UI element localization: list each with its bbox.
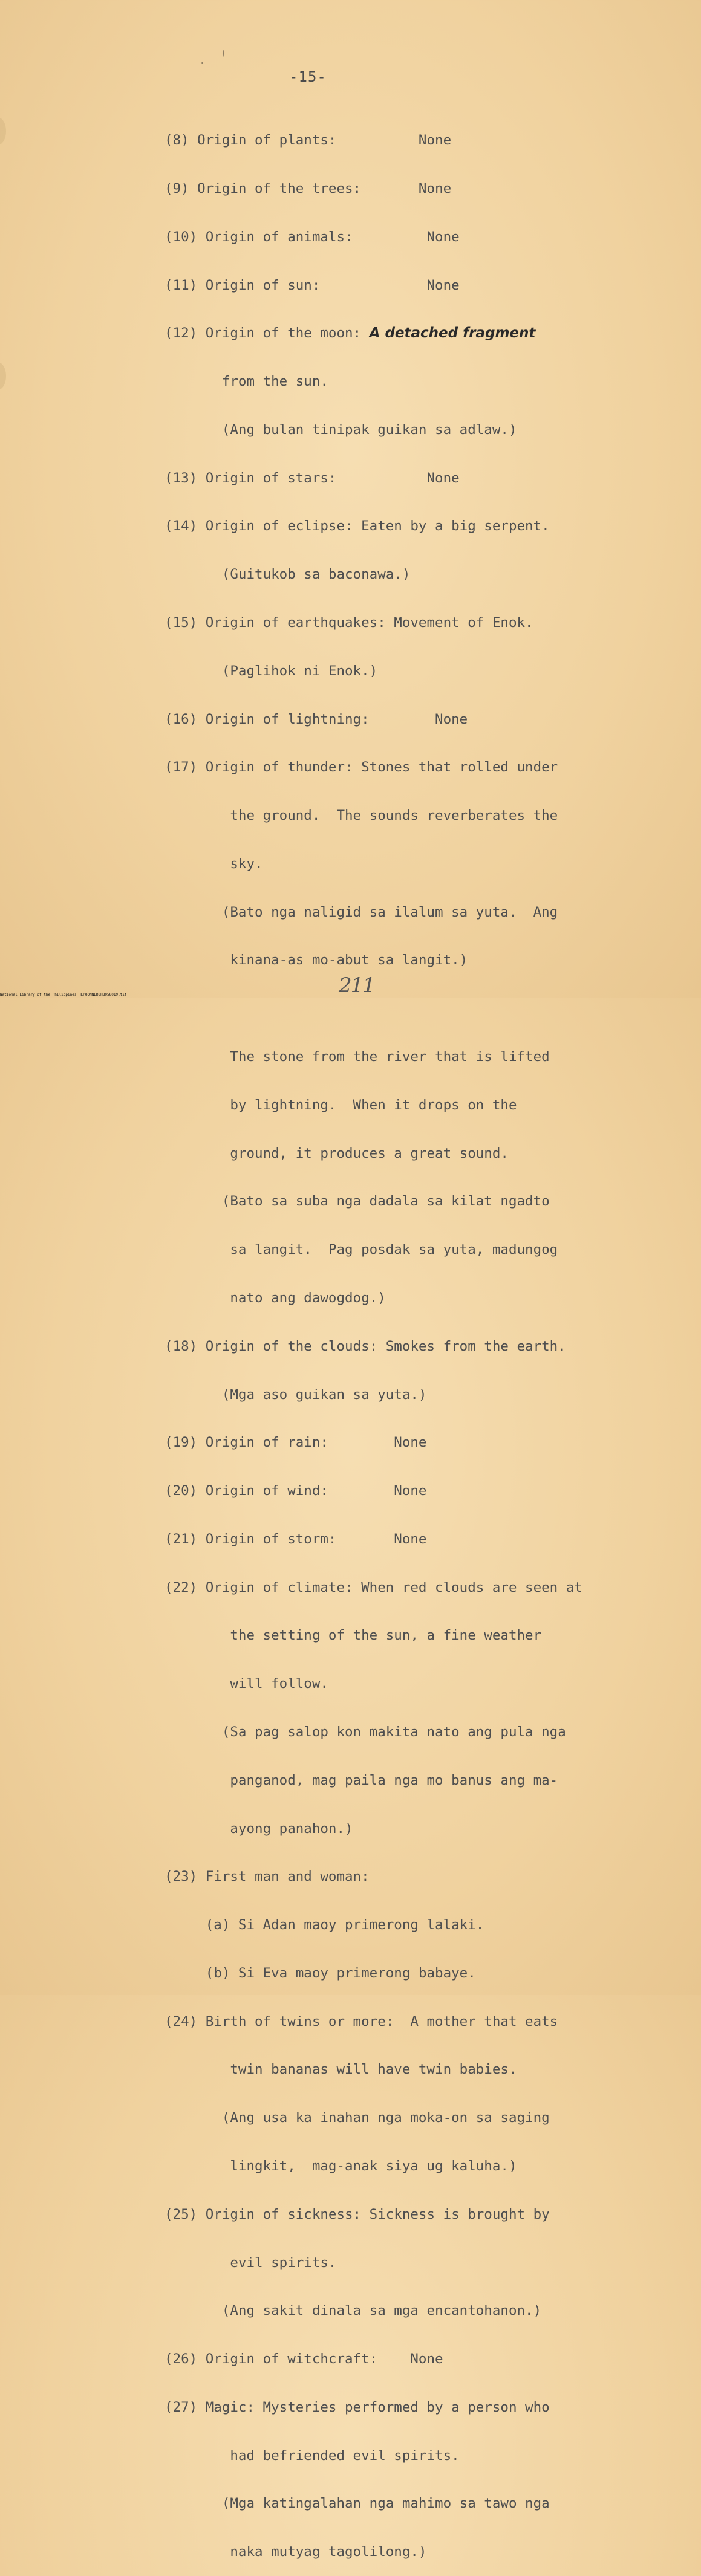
text-line: (Ang usa ka inahan nga moka-on sa saging [165, 2110, 550, 2126]
ink-speck [201, 62, 203, 64]
text-line: nato ang dawogdog.) [165, 1290, 386, 1306]
text-line: (Ang sakit dinala sa mga encantohanon.) [165, 2303, 542, 2319]
text-line: by lightning. When it drops on the [165, 1097, 517, 1113]
text-line: the setting of the sun, a fine weather [165, 1627, 542, 1644]
text-line: (26) Origin of witchcraft: None [165, 2351, 443, 2367]
text-line: ayong panahon.) [165, 1820, 353, 1837]
ink-speck [223, 50, 224, 57]
text-line: (Ang bulan tinipak guikan sa adlaw.) [165, 421, 517, 438]
scan-footer: National Library of the Philippines HLPOONNEDSHB058019.tif [0, 993, 127, 997]
text-line: (23) First man and woman: [165, 1869, 370, 1885]
text-line: (17) Origin of thunder: Stones that rolled under [165, 759, 558, 776]
text-line: (16) Origin of lightning: None [165, 711, 468, 727]
text-line: (Bato nga naligid sa ilalum sa yuta. Ang [165, 904, 558, 920]
text-line: (Mga katingalahan nga mahimo sa tawo nga [165, 2496, 550, 2512]
document-body [165, 100, 667, 2576]
text-line: sky. [165, 855, 263, 872]
text-line: (a) Si Adan maoy primerong lalaki. [165, 1917, 484, 1933]
text-line: (13) Origin of stars: None [165, 470, 460, 486]
text-line: (24) Birth of twins or more: A mother that eats [165, 2013, 558, 2029]
text-line: ground, it produces a great sound. [165, 1145, 509, 1161]
text-line: will follow. [165, 1676, 328, 1692]
text-line: (11) Origin of sun: None [165, 277, 460, 293]
text-line: (21) Origin of storm: None [165, 1531, 427, 1547]
text-line: (22) Origin of climate: When red clouds are seen at [165, 1579, 582, 1595]
binding-hole [0, 118, 6, 144]
text-line: (Bato sa suba nga dadala sa kilat ngadto [165, 1193, 550, 1210]
blank-line [165, 1001, 667, 1017]
page-number: -15- [289, 68, 327, 85]
text-line: twin bananas will have twin babies. [165, 2062, 517, 2078]
text-line: (9) Origin of the trees: None [165, 180, 452, 196]
text-line: (25) Origin of sickness: Sickness is brought by [165, 2206, 550, 2222]
text-line: (Paglihok ni Enok.) [165, 663, 378, 679]
text-line: (12) Origin of the moon: [165, 325, 370, 342]
text-line: (27) Magic: Mysteries performed by a person who [165, 2399, 550, 2415]
text-line: lingkit, mag-anak siya ug kaluha.) [165, 2158, 517, 2174]
text-line: naka mutyag tagolilong.) [165, 2544, 427, 2560]
text-line: (14) Origin of eclipse: Eaten by a big serpent. [165, 518, 550, 534]
text-line: from the sun. [165, 374, 328, 390]
text-line: The stone from the river that is lifted [165, 1049, 550, 1065]
text-line: (b) Si Eva maoy primerong babaye. [165, 1965, 476, 1981]
folio-number: 211 [339, 973, 374, 998]
text-line: (20) Origin of wind: None [165, 1483, 427, 1499]
handwritten-note: A detached fragment [369, 325, 536, 342]
text-line: (15) Origin of earthquakes: Movement of Enok. [165, 615, 533, 631]
text-line: (10) Origin of animals: None [165, 229, 460, 245]
text-line: (18) Origin of the clouds: Smokes from the earth. [165, 1338, 566, 1354]
text-line-with-note [165, 325, 667, 342]
text-line: kinana-as mo-abut sa langit.) [165, 952, 468, 968]
text-line: evil spirits. [165, 2254, 337, 2271]
text-line: the ground. The sounds reverberates the [165, 808, 558, 824]
text-line: (19) Origin of rain: None [165, 1435, 427, 1451]
text-line: (8) Origin of plants: None [165, 132, 452, 149]
text-line: (Sa pag salop kon makita nato ang pula nga [165, 1724, 566, 1740]
text-line: had befriended evil spirits. [165, 2447, 460, 2464]
text-line: panganod, mag paila nga mo banus ang ma- [165, 1772, 558, 1788]
text-line: sa langit. Pag posdak sa yuta, madungog [165, 1242, 558, 1258]
text-line: (Mga aso guikan sa yuta.) [165, 1386, 427, 1403]
binding-hole [0, 363, 6, 389]
text-line: (Guitukob sa baconawa.) [165, 566, 411, 583]
